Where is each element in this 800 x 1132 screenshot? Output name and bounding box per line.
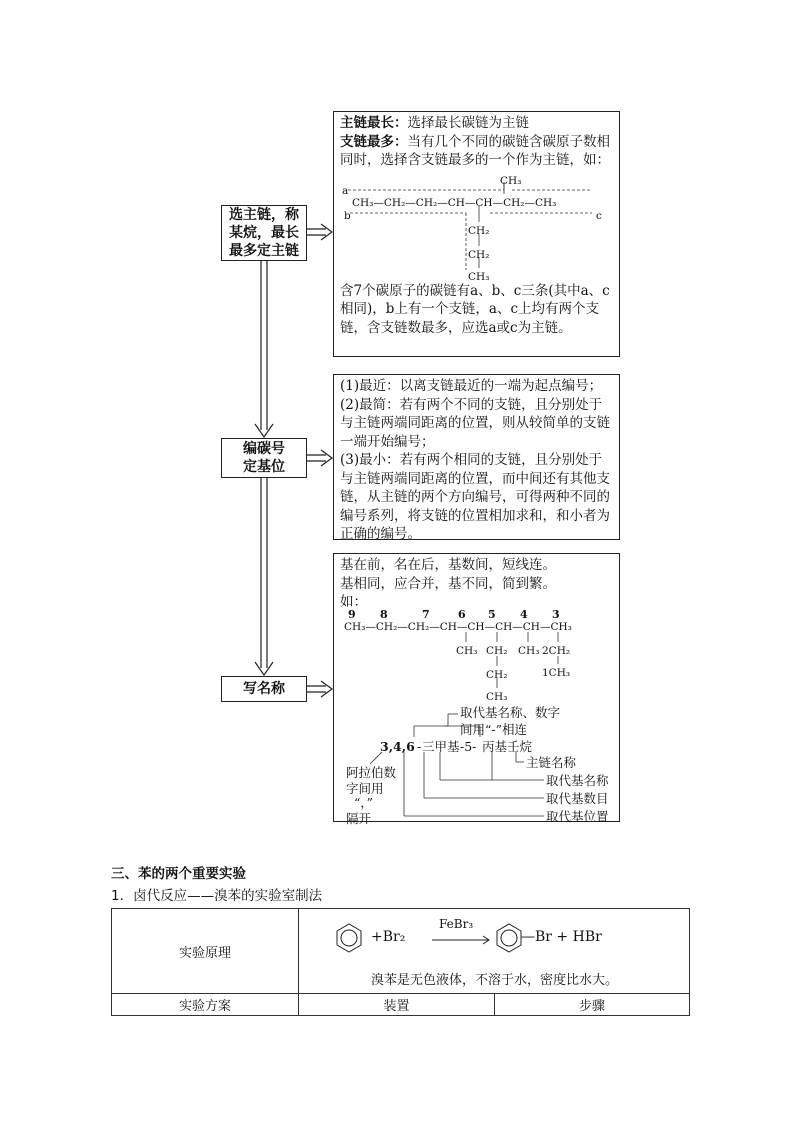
- reaction-cell: [299, 909, 690, 994]
- col-steps: 步骤: [495, 994, 690, 1016]
- chain-dashes: [340, 170, 610, 282]
- naming-lines: [340, 612, 620, 832]
- reaction-equation: [299, 909, 699, 969]
- panel-naming-rules: 基在前，名在后，基数间，短线连。 基相同，应合并，基不同，简到繁。 如： 9 8 7 6 5 4 3 CH₃—CH₂—CH₂—CH—CH—CH—CH—CH₃ CH₃ CH₂ CH₃ 2CH₂ 1CH₃ CH₂ CH₃ 取代基名称、数字 间用“-”相连 3,4,6 - 三甲基 -5- 丙基壬烷 主链名称 取代基名称 取代基数目 取代基位置 阿拉伯数 字间用 “，” 隔开: [333, 553, 620, 822]
- chain-diagram-1: CH₃ a CH₃—CH₂—CH₂—CH—CH—CH₂—CH₃ b c CH₂ CH₂ CH₃: [340, 170, 613, 282]
- row-principle-label: 实验原理: [112, 909, 299, 994]
- catalyst: FeBr₃: [439, 917, 474, 931]
- panel-main-chain-rules: 主链最长：选择最长碳链为主链 支链最多：当有几个不同的碳链含碳原子数相同时，选择含支链最多的一个作为主链，如： CH₃ a CH₃—CH₂—CH₂—CH—CH—CH₂—CH₃ b c CH₂ CH₂ CH₃ 含7个碳原子的碳链有a、b、c三条(其中a、c相同)，b上有一个支链，a、c上均有两个支链，含支链数最多，应选a或c为主链。: [333, 111, 620, 357]
- experiment-table: [111, 908, 690, 1016]
- products: —Br + HBr: [521, 929, 602, 945]
- panel-numbering-rules: (1)最近：以离支链最近的一端为起点编号； (2)最简：若有两个不同的支链，且分别处于与主链两端同距离的位置，则从较简单的支链一端开始编号； (3)最小：若有两个相同的支链，且分别处于与主链两端同距离的位置，而中间还有其他支链，从主链的两个方向编号，可得两种不同的编号系列，将支链的位置相加求和，和小者为正确的编号。: [333, 374, 620, 540]
- section-title: 三、苯的两个重要实验: [111, 866, 246, 882]
- col-apparatus: 装置: [299, 994, 495, 1016]
- reagent-br2: +Br₂: [371, 929, 406, 945]
- section-subtitle: 1．卤代反应——溴苯的实验室制法: [111, 888, 323, 904]
- bromobenzene-note: 溴苯是无色液体，不溶于水，密度比水大。: [371, 973, 619, 988]
- step-number-carbons: 编碳号 定基位: [221, 438, 307, 478]
- naming-diagram: 9 8 7 6 5 4 3 CH₃—CH₂—CH₂—CH—CH—CH—CH—CH₃ CH₃ CH₂ CH₃ 2CH₂ 1CH₃ CH₂ CH₃ 取代基名称、数字 间用“-”相连 3,4,6 - 三甲基 -5- 丙基壬烷 主链名称 取代基名称 取代基数目 取代基位置 阿拉伯数 字间用 “，” 隔开: [340, 612, 613, 802]
- step-select-main-chain: 选主链，称 某烷，最长 最多定主链: [221, 205, 307, 261]
- step-write-name: 写名称: [221, 676, 307, 702]
- col-plan: 实验方案: [112, 994, 299, 1016]
